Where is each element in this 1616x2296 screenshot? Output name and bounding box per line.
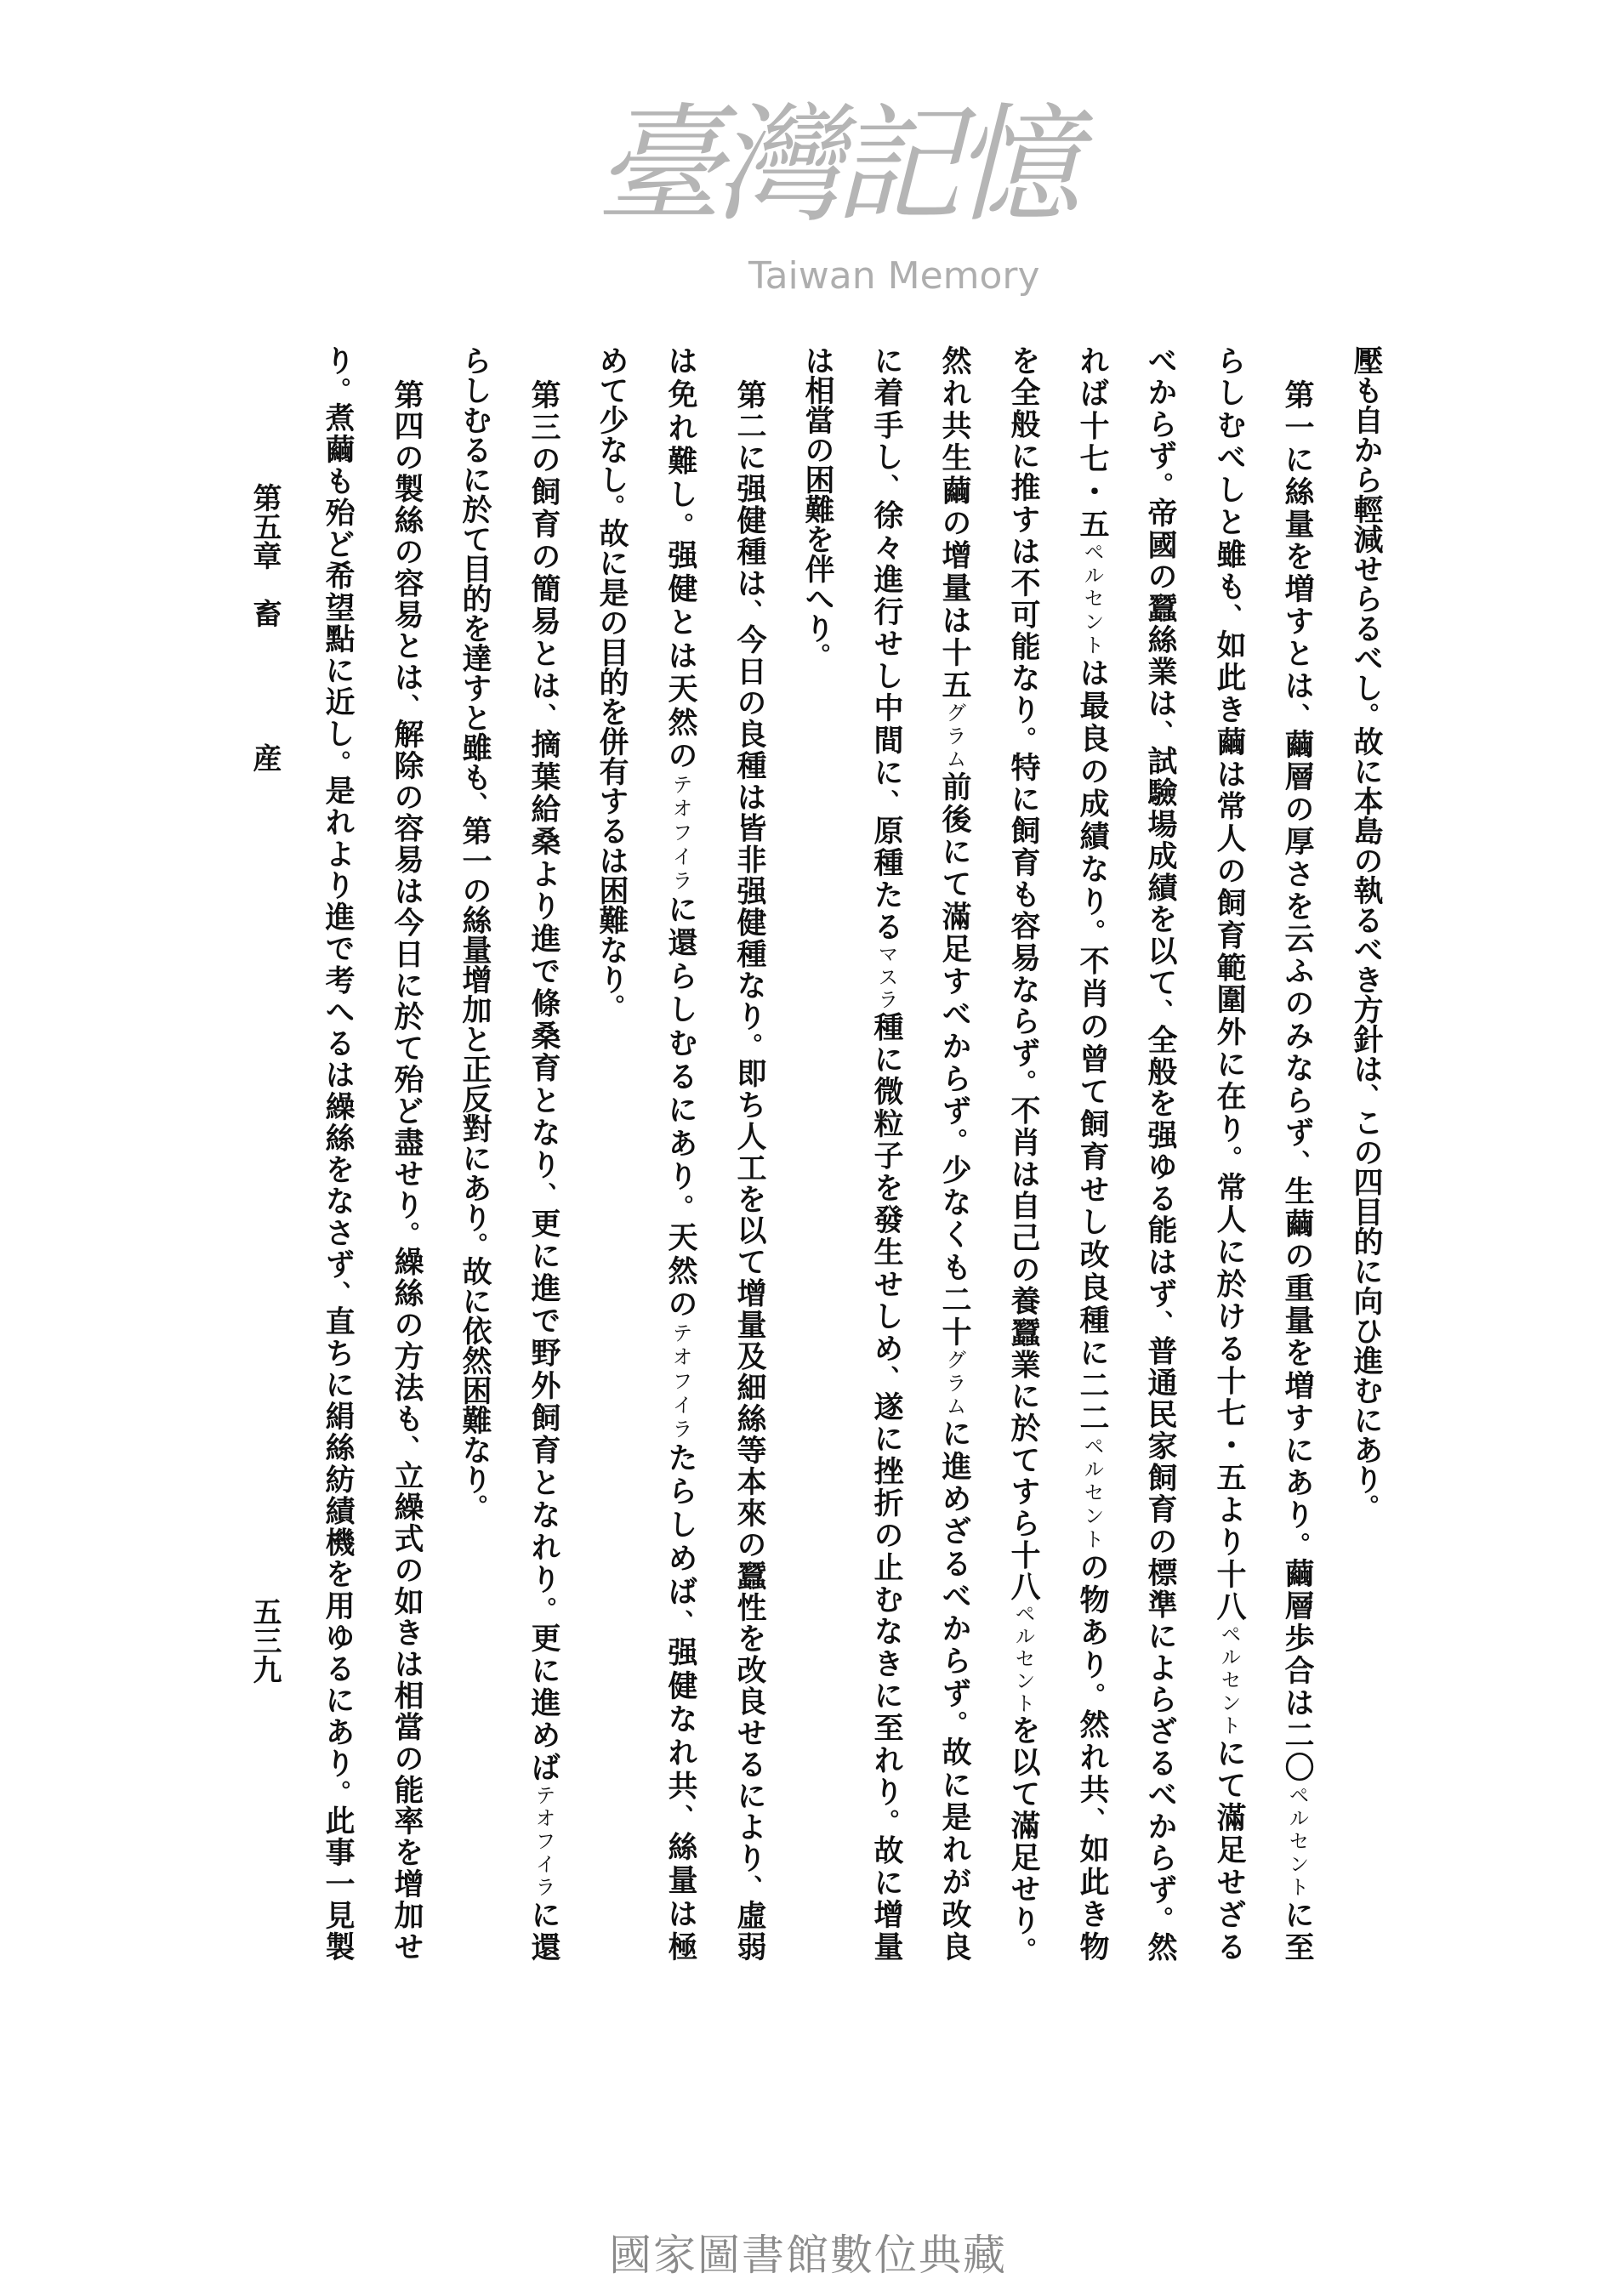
text-column: めて少なし。故に是の目的を併有するは困難なり。 xyxy=(595,345,629,1018)
text-column: らしむるに於て目的を達すと雖も、第一の絲量增加と正反對にあり。故に依然困難なり。 xyxy=(458,345,492,1518)
text-column: 第二に强健種は、今日の良種は皆非强健種なり。即ち人工を以て增量及細絲等本來の蠶性を改良せるにより、虛弱 xyxy=(732,379,767,1962)
text-column: 第一に絲量を増すとは、繭層の厚さを云ふのみならず、生繭の重量を増すにあり。繭層歩合は二〇ペルセントに至 xyxy=(1280,379,1315,1962)
text-column: を全般に推すは不可能なり。特に飼育も容易ならず。不肖は自己の養蠶業に於てすら十八ペルセントを以て滿足せり。 xyxy=(1006,345,1041,1962)
text-column: 第四の製絲の容易とは、解除の容易は今日に於て殆ど盡せり。繰絲の方法も、立繰式の如きは相當の能率を增加せ xyxy=(390,379,424,1962)
text-column: 壓も自から輕減せらるべし。故に本島の執るべき方針は、この四目的に向ひ進むにあり。 xyxy=(1349,345,1384,1518)
page-number: 五三九 xyxy=(248,1597,282,1684)
text-column: らしむべしと雖も、如此き繭は常人の飼育範圍外に在り。常人に於ける十七・五より十八ペルセントにて滿足せざる xyxy=(1212,345,1247,1962)
text-column: 第三の飼育の簡易とは、摘葉給桑より進で條桑育となり、更に進で野外飼育となれり。更に進めばテオフイラに還 xyxy=(526,379,561,1962)
library-caption: 國家圖書館數位典藏 xyxy=(609,2231,1007,2280)
running-header-chapter: 第五章 畜 産 xyxy=(248,483,282,772)
text-column: べからず。帝國の蠶絲業は、試驗場成績を以て、全般を强ゆる能はず、普通民家飼育の標準によらざるべからず。然 xyxy=(1143,345,1178,1962)
watermark-subtitle: Taiwan Memory xyxy=(748,254,1040,298)
text-column: は相當の困難を伴へり。 xyxy=(800,345,835,667)
text-column: 然れ共生繭の增量は十五グラム前後にて滿足すべからず。少なくも二十グラムに進めざるべからず。故に是れが改良 xyxy=(937,345,972,1962)
text-column: に着手し、徐々進行せし中間に、原種たるマスラ種に微粒子を發生せしめ、遂に挫折の止むなきに至れり。故に增量 xyxy=(869,345,904,1962)
watermark-logo: 臺灣記憶 xyxy=(595,92,1073,240)
text-column: は免れ難し。强健とは天然のテオフイラに還らしむるにあり。天然のテオフイラたらしめば、强健なれ共、絲量は極 xyxy=(663,345,698,1962)
text-column: れば十七・五ペルセントは最良の成績なり。不肖の曾て飼育せし改良種に二二ペルセントの物あり。然れ共、如此き物 xyxy=(1075,345,1110,1962)
text-column: り。煮繭も殆ど希望點に近し。是れより進で考へるは繰絲をなさず、直ちに絹絲紡績機を用ゆるにあり。此事一見製 xyxy=(321,345,356,1962)
